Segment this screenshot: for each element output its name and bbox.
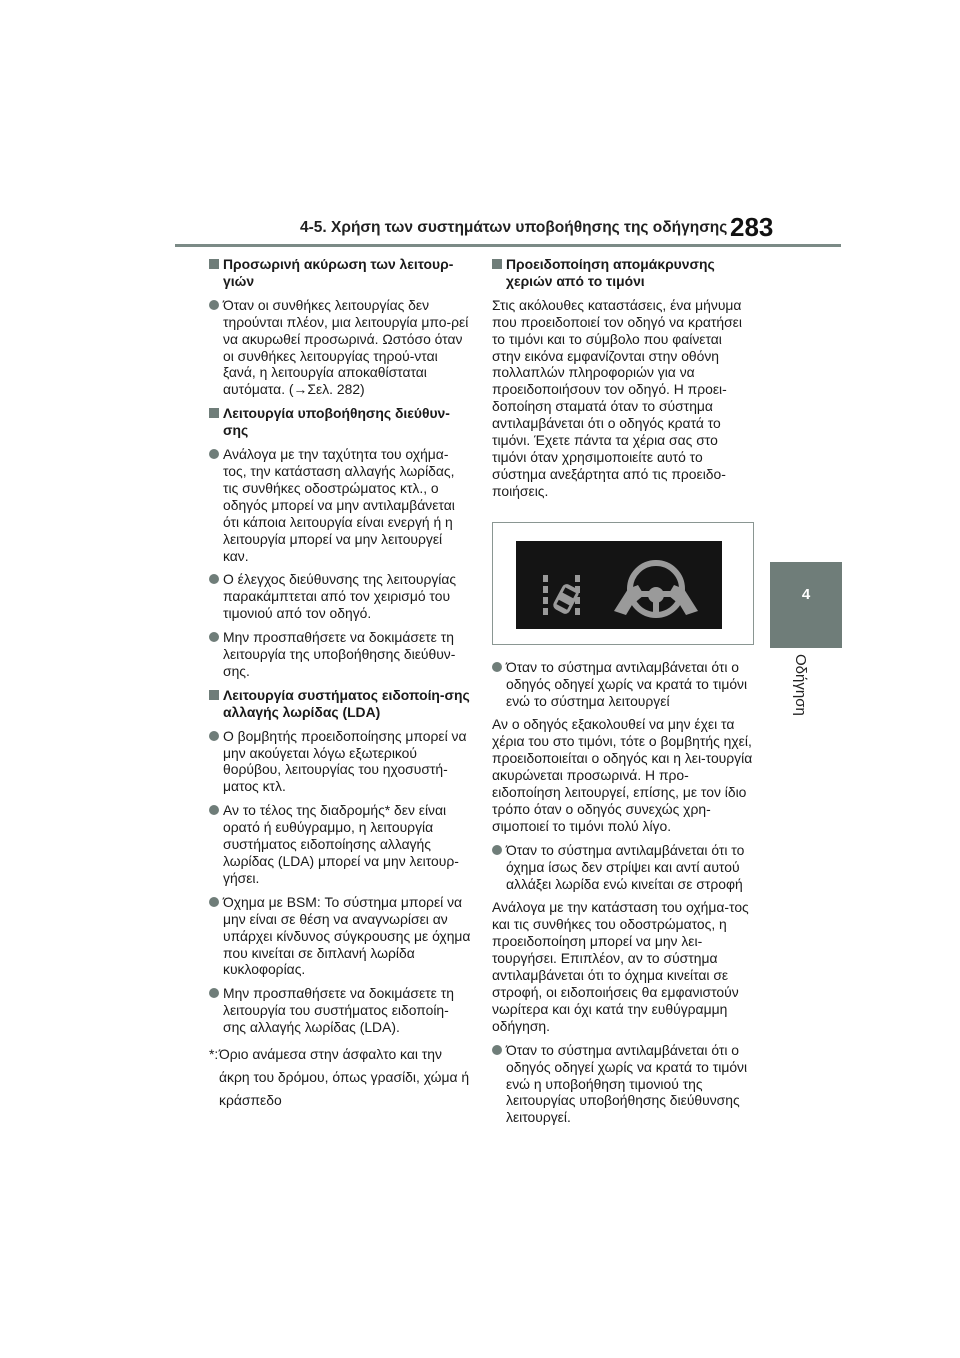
- footnote-marker: *:: [209, 1046, 219, 1063]
- footnote-text: Όριο ανάμεσα στην άσφαλτο και την άκρη του δρόμου, όπως γρασίδι, χώμα ή κράσπεδο: [219, 1046, 470, 1109]
- multi-information-display: [516, 541, 722, 629]
- paragraph: Στις ακόλουθες καταστάσεις, ένα μήνυμα που προειδοποιεί τον οδηγό να κρατήσει το τιμόνι και το σύμβολο που φαίνεται στην εικόνα εμφανίζονται στην οθόνη πολλαπλών πληροφοριών για να προειδοποιήσουν τον οδηγό. Η προει-δοποίηση σταματά όταν το σύστημα αντιλαμβάνεται ότι ο οδηγός κρατά το τιμόνι. Έχετε πάντα τα χέρια σας στο τιμόνι όταν χρησιμοποιείτε αυτό το σύστημα ανεξάρτητα από τις προειδο-ποιήσεις.: [492, 296, 742, 499]
- right-column: [492, 256, 754, 1133]
- lane-departure-car-icon: [543, 575, 581, 616]
- bullet-item: Ο βομβητής προειδοποίησης μπορεί να μην ακούγεται λόγω εξωτερικού θορύβου, λειτουργίας του ηχοσυστή-ματος κτλ.: [209, 728, 471, 796]
- warning-figure: [492, 522, 754, 645]
- paragraph: Αν ο οδηγός εξακολουθεί να μην έχει τα χέρια του στο τιμόνι, τότε ο βομβητής ηχεί, προειδοποιείται ο οδηγός και η λει-τουργία ακυρώνεται προσωρινά. Η προ-ειδοποίηση λειτουργεί, επίσης, με τον ίδιο τρόπο όταν ο οδηγός συνεχώς χρη-σιμοποιεί το τιμόνι πολύ λίγο.: [492, 716, 753, 834]
- bullet-item: Μην προσπαθήσετε να δοκιμάσετε τη λειτουργία του συστήματος ειδοποίη-σης αλλαγής λωρίδας (LDA).: [209, 985, 471, 1036]
- bullet-item: Αν το τέλος της διαδρομής* δεν είναι ορατό ή ευθύγραμμο, η λειτουργία συστήματος ειδοποίησης αλλαγής λωρίδας (LDA) μπορεί να μην λειτουρ-γήσει.: [209, 802, 471, 887]
- bullet-item: Όχημα με BSM: Το σύστημα μπορεί να μην είναι σε θέση να αναγνωρίσει αν υπάρχει κίνδυνος σύγκρουσης με όχημα που κινείται σε διπλανή λωρίδα κυκλοφορίας.: [209, 894, 471, 979]
- bullet-item: Ο έλεγχος διεύθυνσης της λειτουργίας παρακάμπτεται από τον χειρισμό του τιμονιού από τον οδηγό.: [209, 571, 471, 622]
- footnote: [209, 1043, 471, 1112]
- chapter-label: [788, 654, 824, 754]
- left-column: [209, 256, 471, 1119]
- bullet-item: Όταν το σύστημα αντιλαμβάνεται ότι ο οδηγός οδηγεί χωρίς να κρατά το τιμόνι ενώ η υποβοήθηση τιμονιού της λειτουργίας υποβοήθησης διεύθυνσης λειτουργεί.: [492, 1042, 754, 1127]
- section-heading: Προσωρινή ακύρωση των λειτουρ-γιών: [209, 256, 471, 290]
- display-icons: [516, 541, 722, 629]
- hands-on-steering-wheel-icon: [614, 563, 698, 615]
- paragraph: Ανάλογα με την κατάσταση του οχήμα-τος και τις συνθήκες του οδοστρώματος, η προειδοποίηση μπορεί να μην λει-τουργήσει. Επιπλέον, αν το σύστημα αντιλαμβάνεται ότι το όχημα κινείται σε στροφή, οι ειδοποιήσεις θα εμφανιστούν νωρίτερα και όχι κατά την ευθύγραμμη οδήγηση.: [492, 899, 749, 1034]
- page-number: 283: [730, 212, 774, 242]
- section-title: 4-5. Χρήση των συστημάτων υποβοήθησης της οδήγησης: [300, 219, 728, 236]
- header-divider: [175, 244, 841, 247]
- bullet-item: Όταν το σύστημα αντιλαμβάνεται ότι το όχημα ίσως δεν στρίψει και αντί αυτού αλλάξει λωρίδα ενώ κινείται σε στροφή: [492, 842, 754, 893]
- bullet-item: Μην προσπαθήσετε να δοκιμάσετε τη λειτουργία της υποβοήθησης διεύθυν-σης.: [209, 629, 471, 680]
- chapter-tab: [770, 562, 842, 648]
- section-heading: Λειτουργία συστήματος ειδοποίη-σης αλλαγής λωρίδας (LDA): [209, 687, 471, 721]
- bullet-item: Όταν οι συνθήκες λειτουργίας δεν τηρούνται πλέον, μια λειτουργία μπο-ρεί να ακυρωθεί προσωρινά. Ωστόσο όταν οι συνθήκες λειτουργίας τηρού-νται ξανά, η λειτουργία αποκαθίσταται αυτόματα. (→Σελ. 282): [209, 297, 471, 398]
- section-heading: Προειδοποίηση απομάκρυνσης χεριών από το τιμόνι: [492, 256, 754, 290]
- section-heading: Λειτουργία υποβοήθησης διεύθυν-σης: [209, 405, 471, 439]
- bullet-item: Όταν το σύστημα αντιλαμβάνεται ότι ο οδηγός οδηγεί χωρίς να κρατά το τιμόνι ενώ το σύστημα λειτουργεί: [492, 659, 754, 710]
- chapter-label-text: Οδήγηση: [792, 654, 809, 716]
- chapter-number: 4: [801, 586, 811, 603]
- bullet-item: Ανάλογα με την ταχύτητα του οχήμα-τος, την κατάσταση αλλαγής λωρίδας, τις συνθήκες οδοστρώματος κτλ., ο οδηγός μπορεί να μην αντιλαμβάνεται ότι κάποια λειτουργία είναι ενεργή ή η λειτουργία μπορεί να μην λειτουργεί καν.: [209, 446, 471, 564]
